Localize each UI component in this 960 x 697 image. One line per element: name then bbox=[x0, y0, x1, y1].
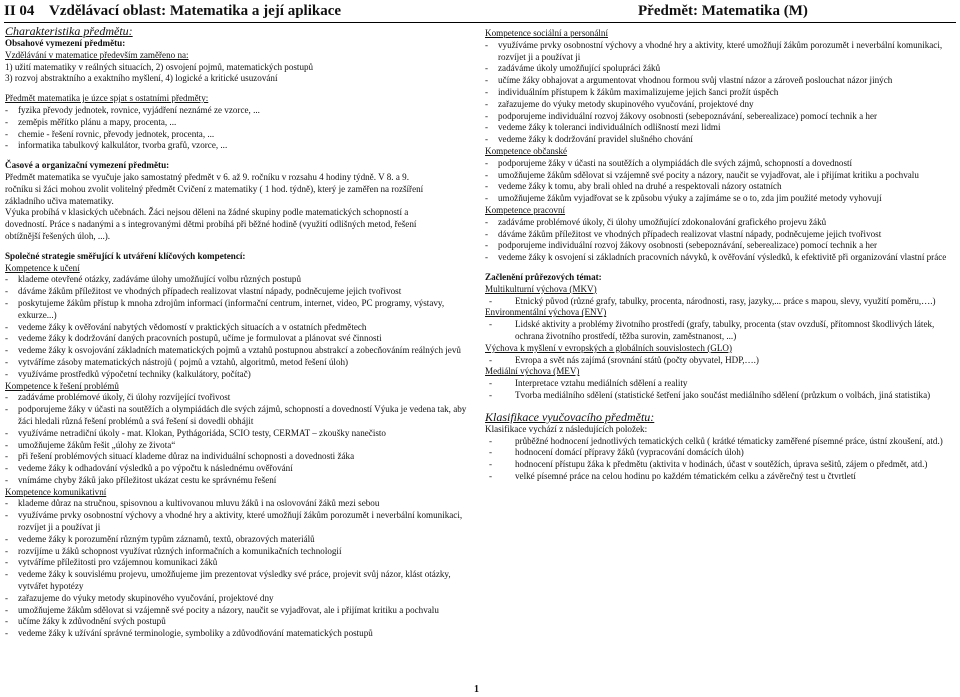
subject-links-list bbox=[5, 105, 470, 152]
list-item: - poskytujeme žákům přístup k mnoha zdrojům informací (informační centrum, internet, video, PC programy, výstavy, exkurze...) bbox=[5, 297, 445, 320]
list-item: - rozvíjíme u žáků schopnost využívat různých informačních a komunikačních technologií bbox=[5, 545, 342, 556]
list-item: - umožňujeme žákům sdělovat si vzájemně své pocity a názory, naučit se vyjadřovat, ale i přijímat kritiku a pochvalu bbox=[485, 169, 919, 180]
list-item: - vedeme žáky k osvojení si základních pracovních návyků, k ověřování výsledků, k efektivitě při organizování vlastní práce bbox=[485, 252, 947, 263]
comp-comm-list bbox=[5, 498, 470, 640]
characteristics-heading: Charakteristika předmětu: bbox=[5, 24, 133, 38]
right-column bbox=[485, 28, 950, 483]
cross-topic-title: Výchova k myšlení v evropských a globálních souvislostech (GLO) bbox=[485, 342, 732, 353]
list-item: - vedeme žáky k odhadování výsledků a po výpočtu k následnému ověřování bbox=[5, 463, 293, 474]
comp-social-heading: Kompetence sociální a personální bbox=[485, 28, 608, 38]
cross-topic-title: Environmentální výchova (ENV) bbox=[485, 307, 607, 318]
list-item: - vytváříme příležitosti pro vzájemnou komunikaci žáků bbox=[5, 557, 218, 568]
educational-area-title: Vzdělávací oblast: Matematika a její aplikace bbox=[49, 3, 342, 19]
links-intro: Předmět matematika je úzce spjat s ostatními předměty: bbox=[5, 93, 209, 104]
comp-work-list bbox=[485, 217, 950, 264]
content-heading: Obsahové vymezení předmětu: bbox=[5, 38, 126, 48]
list-item: - vedeme žáky k ověřování nabytých vědomostí v praktických situacích a v ostatních předmětech bbox=[5, 321, 367, 332]
comp-work-heading: Kompetence pracovní bbox=[485, 204, 566, 215]
page-header bbox=[4, 1, 956, 23]
list-item: - podporujeme žáky v účasti na soutěžích a olympiádách dle svých zájmů, schopností a dovedností Výuka je vedena tak, aby žáci hledali různá řešení problémů a svá řešení si dovedli obhájit bbox=[5, 404, 467, 426]
list-item: - dáváme žákům příležitost ve vhodných případech realizovat vlastní nápady, podněcujeme jejich tvořivost bbox=[485, 228, 882, 239]
page-number: 1 bbox=[474, 684, 479, 695]
list-item: - Tvorba mediálního sdělení (statistické šetření jako součást mediálního sdělení (průzkum o volbách, jiná statistika) bbox=[489, 389, 931, 400]
focus-line: 1) užití matematiky v reálných situacích, 2) osvojení pojmů, matematických postupů bbox=[5, 61, 314, 72]
focus-line: 3) rozvoj abstraktního a exaktního myšlení, 4) logické a kritické usuzování bbox=[5, 73, 278, 84]
subject-title: Předmět: Matematika (M) bbox=[638, 3, 808, 19]
list-item: - podporujeme individuální rozvoj žákovy osobnosti (sebepoznávání, seberealizace) pomocí technik a her bbox=[485, 110, 878, 121]
list-item: - zadáváme problémové úkoly, či úlohy rozvíjející tvořivost bbox=[5, 392, 231, 403]
list-item: - vedeme žáky k tomu, aby brali ohled na druhé a respektovali názory ostatních bbox=[485, 181, 782, 192]
list-item: - vedeme žáky k toleranci individuálních odlišností mezi lidmi bbox=[485, 122, 721, 133]
time-heading: Časové a organizační vymezení předmětu: bbox=[5, 160, 170, 171]
list-item: - umožňujeme žákům řešit „úlohy ze života“ bbox=[5, 439, 176, 450]
list-item: - využíváme prvky osobnostní výchovy a vhodné hry a aktivity, které umožňují žákům porozumět i neverbální komunikaci, rozvíjet ji a používat ji bbox=[5, 510, 463, 533]
list-item: - chemie - řešení rovnic, převody jednotek, procenta, ... bbox=[5, 128, 215, 139]
assessment-intro: Klasifikace vychází z následujících položek: bbox=[485, 423, 648, 434]
list-item: - zařazujeme do výuky metody skupinového vyučování, projektové dny bbox=[485, 98, 754, 109]
list-item: - informatika tabulkový kalkulátor, tvorba grafů, vzorce, ... bbox=[5, 140, 228, 151]
assessment-heading: Klasifikace vyučovacího předmětu: bbox=[485, 409, 655, 424]
cross-topics bbox=[485, 284, 950, 402]
assessment-list bbox=[485, 436, 950, 483]
comp-learning-heading: Kompetence k učení bbox=[5, 262, 80, 273]
list-item: - vytváříme zásoby matematických nástrojů ( pojmů a vztahů, algoritmů, metod řešení úloh) bbox=[5, 356, 349, 367]
list-item: - dáváme žákům příležitost ve vhodných případech realizovat vlastní nápady, podněcujeme jejich tvořivost bbox=[5, 286, 402, 297]
comp-comm-heading: Kompetence komunikativní bbox=[5, 486, 107, 497]
list-item: - využíváme prvky osobnostní výchovy a vhodné hry a aktivity, které umožňují žákům porozumět i neverbální komunikaci, rozvíjet ji a používat ji bbox=[485, 39, 943, 62]
strategy-heading: Společné strategie směřující k utváření klíčových kompetencí: bbox=[5, 250, 246, 261]
list-item: - hodnocení domácí přípravy žáků (vypracování domácích úloh) bbox=[489, 447, 744, 458]
list-item: - vedeme žáky k dodržování daných pracovních postupů, učíme je formulovat a plánovat své činnosti bbox=[5, 333, 382, 344]
list-item: - zeměpis měřítko plánu a mapy, procenta, ... bbox=[5, 116, 177, 127]
list-item: - využíváme netradiční úkoly - mat. Klokan, Pythágoriáda, SCIO testy, CERMAT – zkoušky nanečisto bbox=[5, 427, 386, 438]
list-item: - klademe důraz na stručnou, spisovnou a kultivovanou mluvu žáků i na oslovování žáků mezi sebou bbox=[5, 498, 380, 509]
list-item: - vedeme žáky k osvojování základních matematických pojmů a vztahů postupnou abstrakcí a zobecňováním reálných jevů bbox=[5, 345, 461, 356]
list-item: - průběžné hodnocení jednotlivých tematických celků ( krátké tématicky zaměřené písemné práce, ústní zkoušení, atd.) bbox=[489, 435, 943, 446]
list-item: - Evropa a svět nás zajímá (srovnání států (počty obyvatel, HDP,….) bbox=[489, 354, 759, 365]
comp-social-list bbox=[485, 40, 950, 146]
cross-topic-title: Multikulturní výchova (MKV) bbox=[485, 283, 597, 294]
list-item: - umožňujeme žákům vyjadřovat se k způsobu výuky a zajímáme se o to, zda jim použité metody vyhovují bbox=[485, 193, 882, 204]
list-item: - vedeme žáky k porozumění různým typům záznamů, textů, obrazových materiálů bbox=[5, 533, 315, 544]
list-item: - využíváme prostředků výpočetní techniky (kalkulátory, počítač) bbox=[5, 368, 251, 379]
list-item: - velké písemné práce na celou hodinu po každém tématickém celku a závěrečný test u čtvrtletí bbox=[489, 470, 856, 481]
time-text: Předmět matematika se vyučuje jako samostatný předmět v 6. až 9. ročníku v rozsahu 4 hodiny týdně. V 8. a 9. ročníku si žáci mohou zvolit volitelný předmět Cvičení z matematiky ( 1 hod. týdně), který je zaměřen na rozšíření základního učiva matematiky. Výuka probíhá v klasických učebnách. Žáci nejsou děleni na žádné skupiny podle matematických schopností a dovedností. Práce s nadanými a s integrovanými dětmi probíhá při běžné hodině (využití odlišných metod, řešení obtížnější řešených úloh, ...). bbox=[5, 171, 424, 241]
list-item: - klademe otevřené otázky, zadáváme úlohy umožňující volbu různých postupů bbox=[5, 274, 301, 285]
list-item: - při řešení problémových situací klademe důraz na individuální schopnosti a dovednosti žáka bbox=[5, 451, 355, 462]
list-item: - Interpretace vztahu mediálních sdělení a reality bbox=[489, 378, 688, 389]
list-item: - umožňujeme žákům sdělovat si vzájemně své pocity a názory, naučit se vyjadřovat, ale i přijímat kritiku a pochvalu bbox=[5, 604, 439, 615]
list-item: - vedeme žáky k dodržování pravidel slušného chování bbox=[485, 134, 693, 145]
comp-problem-heading: Kompetence k řešení problémů bbox=[5, 380, 119, 391]
cross-topic-title: Mediální výchova (MEV) bbox=[485, 366, 580, 377]
comp-civic-list bbox=[485, 158, 950, 205]
list-item: - vedeme žáky k souvislému projevu, umožňujeme jim prezentovat výsledky své práce, projevit svůj názor, klást otázky, vytvářet hypotézy bbox=[5, 569, 451, 592]
list-item: - zařazujeme do výuky metody skupinového vyučování, projektové dny bbox=[5, 592, 274, 603]
left-column bbox=[5, 24, 470, 640]
list-item: - vedeme žáky k užívání správné terminologie, symboliky a zdůvodňování matematických postupů bbox=[5, 628, 373, 639]
cross-topics-heading: Začlenění průřezových témat: bbox=[485, 271, 602, 282]
focus-intro: Vzdělávání v matematice především zaměřeno na: bbox=[5, 49, 189, 60]
list-item: - hodnocení přístupu žáka k předmětu (aktivita v hodinách, účast v soutěžích, úprava sešitů, zájem o předmět, atd.) bbox=[489, 459, 928, 470]
list-item: - fyzika převody jednotek, rovnice, vyjádření neznámé ze vzorce, ... bbox=[5, 104, 260, 115]
comp-civic-heading: Kompetence občanské bbox=[485, 145, 568, 156]
list-item: - podporujeme žáky v účasti na soutěžích a olympiádách dle svých zájmů, schopností a dovedností bbox=[485, 157, 853, 168]
list-item: - učíme žáky obhajovat a argumentovat vhodnou formou svůj vlastní názor a zároveň poslouchat názor jiných bbox=[485, 75, 893, 86]
list-item: - zadáváme úkoly umožňující spolupráci žáků bbox=[485, 63, 661, 74]
list-item: - učíme žáky k zdůvodnění svých postupů bbox=[5, 616, 166, 627]
list-item: - zadáváme problémové úkoly, či úlohy umožňující zdokonalování grafického projevu žáků bbox=[485, 216, 827, 227]
list-item: - individuálním přístupem k žákům maximalizujeme jejich šanci prožít úspěch bbox=[485, 86, 779, 97]
document-code: II 04 bbox=[4, 3, 35, 19]
header-rule bbox=[4, 22, 956, 23]
list-item: - podporujeme individuální rozvoj žákovy osobnosti (sebepoznávání, seberealizace) pomocí technik a her bbox=[485, 240, 878, 251]
list-item: - vnímáme chyby žáků jako příležitost ukázat cestu ke správnému řešení bbox=[5, 474, 277, 485]
comp-problem-list bbox=[5, 392, 470, 486]
list-item: - Etnický původ (různé grafy, tabulky, procenta, národnosti, rasy, jazyky,... práce s mapou, slevy, využití poměru,….) bbox=[489, 295, 936, 306]
list-item: - Lidské aktivity a problémy životního prostředí (grafy, tabulky, procenta (stav ovzduší, přítomnost škodlivých látek, ochrana životního prostředí, těžba surovin, zaměstnanost, ...) bbox=[489, 319, 935, 341]
comp-learning-list bbox=[5, 274, 470, 380]
